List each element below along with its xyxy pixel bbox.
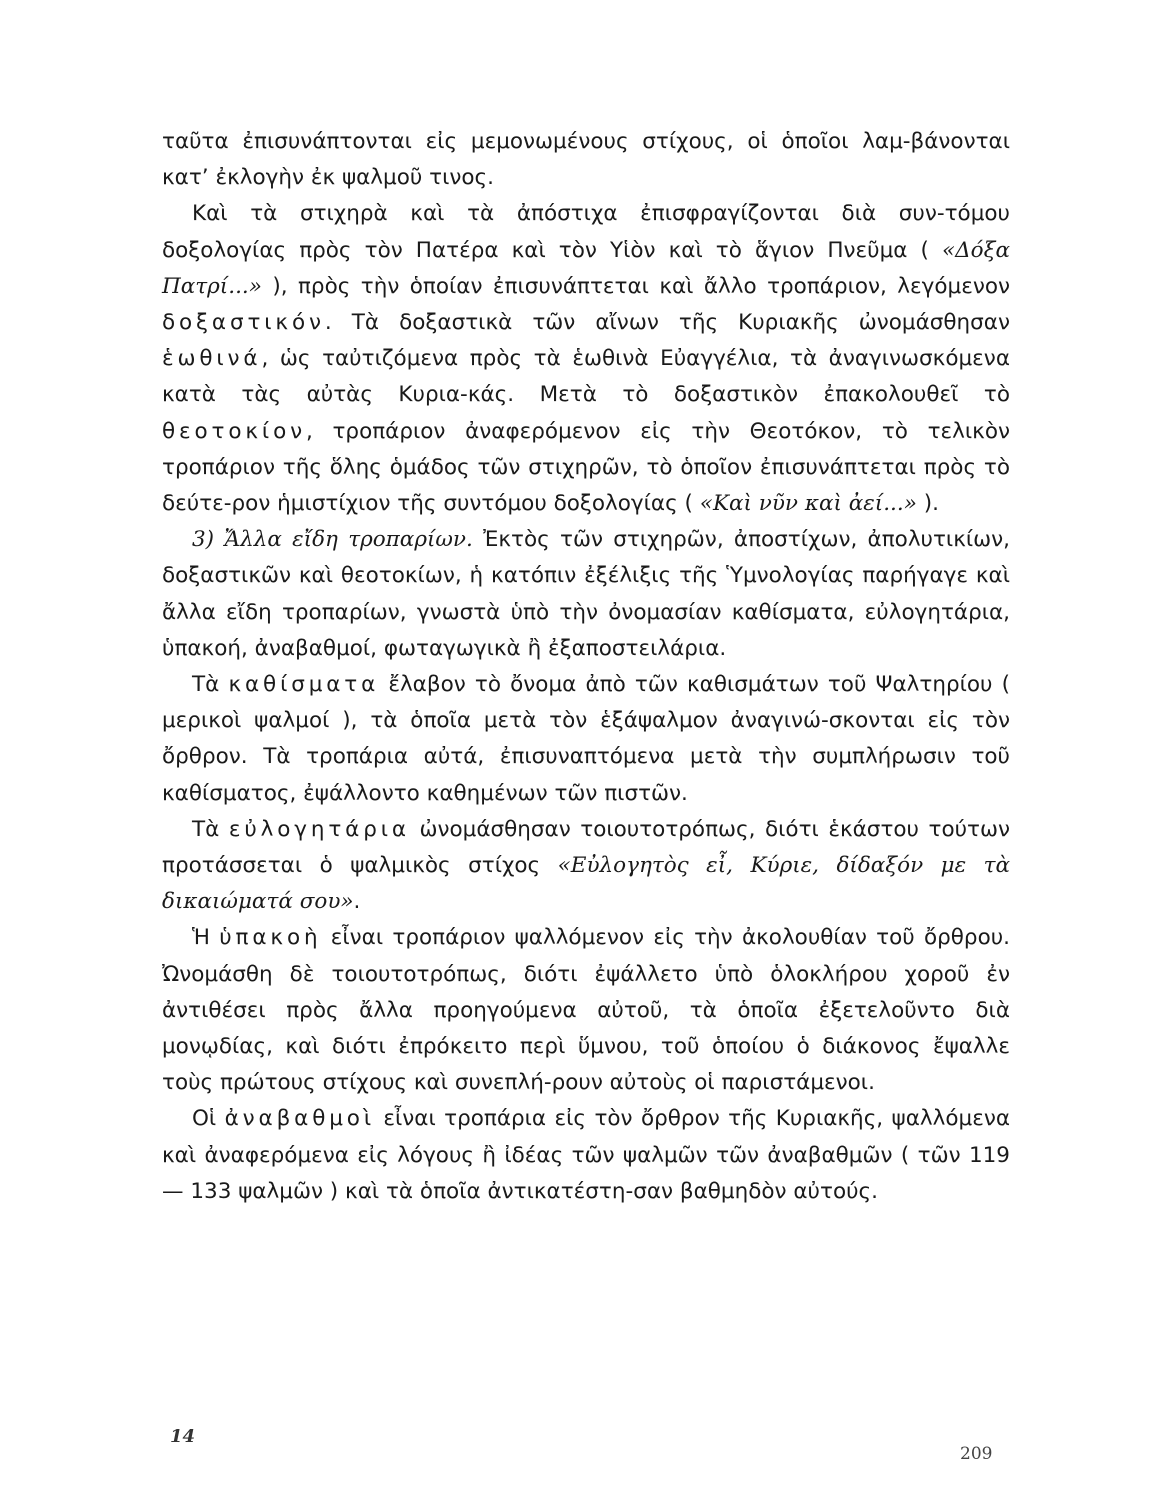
text-run: Ἡ <box>192 925 220 951</box>
quotation-evlogitos: «Εὐλογητὸς εἶ, Κύριε, δίδαξόν με τὰ δικαιώματά σου» <box>162 853 1010 915</box>
text-run: ταῦτα ἐπισυνάπτονται εἰς μεμονωμένους στίχους, οἱ ὁποῖοι λαμ-βάνονται κατ’ ἐκλογὴν ἐκ ψαλμοῦ τινος. <box>162 129 1010 191</box>
text-run: εἶναι τροπάρια εἰς τὸν ὄρθρον τῆς Κυριακῆς, ψαλλόμενα καὶ ἀναφερόμενα εἰς λόγους ἢ ἰδέας τῶν ψαλμῶν τῶν ἀναβαθμῶν ( τῶν 119 — 133 ψαλμῶν ) καὶ τὰ ὁποῖα ἀντικατέστη-σαν βαθμηδὸν αὐτούς. <box>162 1106 1010 1204</box>
paragraph-6 <box>162 920 1010 1101</box>
term-ypakoi: ὑπακοὴ <box>219 925 322 951</box>
term-doxastikon: δοξαστικόν <box>162 310 325 336</box>
page-number: 209 <box>960 1444 993 1464</box>
signature-mark: 14 <box>170 1426 196 1447</box>
paragraph-3 <box>162 522 1010 667</box>
text-run: Τὰ <box>192 672 229 698</box>
text-run: εἶναι τροπάριον ψαλλόμενον εἰς τὴν ἀκολουθίαν τοῦ ὄρθρου. Ὠνομάσθη δὲ τοιουτοτρόπως, διότι ἐψάλλετο ὑπὸ ὁλοκλήρου χοροῦ ἐν ἀντιθέσει πρὸς ἄλλα προηγούμενα αὐτοῦ, τὰ ὁποῖα ἐξετελοῦντο διὰ μονῳδίας, καὶ διότι ἐπρόκειτο περὶ ὕμνου, τοῦ ὁποίου ὁ διάκονος ἔψαλλε τοὺς πρώτους στίχους καὶ συνεπλή-ρουν αὐτοὺς οἱ παριστάμενοι. <box>162 925 1011 1096</box>
paragraph-2 <box>162 196 1010 522</box>
paragraph-5 <box>162 812 1010 921</box>
paragraph-7 <box>162 1101 1010 1210</box>
text-run: Οἱ <box>192 1106 225 1132</box>
text-run: Ἐκτὸς τῶν στιχηρῶν, ἀποστίχων, ἀπολυτικίων, δοξαστικῶν καὶ θεοτοκίων, ἡ κατόπιν ἐξέλιξις τῆς Ὑμνολογίας παρήγαγε καὶ ἄλλα εἴδη τροπαρίων, γνωστὰ ὑπὸ τὴν ὀνομασίαν καθίσματα, εὐλογητάρια, ὑπακοή, ἀναβαθμοί, φωταγωγικὰ ἢ ἐξαποστειλάρια. <box>162 527 1011 661</box>
text-run: Τὰ <box>192 816 229 842</box>
quotation-kai-nyn: «Καὶ νῦν καὶ ἀεί...» <box>699 491 917 517</box>
quotation-doxa: «Δόξα Πατρί...» <box>162 237 1010 299</box>
term-eothina: ἑωθινά <box>162 346 262 372</box>
text-run: Καὶ τὰ στιχηρὰ καὶ τὰ ἀπόστιχα ἐπισφραγίζονται διὰ συν-τόμου δοξολογίας πρὸς τὸν Πατέρα καὶ τὸν Υἱὸν καὶ τὸ ἅγιον Πνεῦμα ( <box>162 201 1010 263</box>
text-run: , τροπάριον ἀναφερόμενον εἰς τὴν Θεοτόκον, τὸ τελικὸν τροπάριον τῆς ὅλης ὁμάδος τῶν στιχηρῶν, τὸ ὁποῖον ἐπισυνάπτεται πρὸς τὸ δεύτε-ρον ἡμιστίχιον τῆς συντόμου δοξολογίας ( <box>162 418 1010 517</box>
term-theotokion: θεοτοκίον <box>162 418 306 444</box>
body-text <box>162 124 1010 1210</box>
text-run: ὠνομάσθησαν τοιουτοτρόπως, διότι ἑκάστου τούτων προτάσσεται ὁ ψαλμικὸς στίχος <box>162 816 1011 879</box>
paragraph-4 <box>162 667 1010 812</box>
text-run: . Τὰ δοξαστικὰ τῶν αἴνων τῆς Κυριακῆς ὠνομάσθησαν <box>324 310 1010 336</box>
text-run: ἔλαβον τὸ ὄνομα ἀπὸ τῶν καθισμάτων τοῦ Ψαλτηρίου ( μερικοὶ ψαλμοί ), τὰ ὁποῖα μετὰ τὸν ἑξάψαλμον ἀναγινώ-σκονται εἰς τὸν ὄρθρον. Τὰ τροπάρια αὐτά, ἐπισυναπτόμενα μετὰ τὴν συμπλήρωσιν τοῦ καθίσματος, ἐψάλλοντο καθημένων τῶν πιστῶν. <box>162 672 1011 806</box>
text-run: . <box>353 889 361 915</box>
text-run: ), πρὸς τὴν ὁποίαν ἐπισυνάπτεται καὶ ἄλλο τροπάριον, λεγόμενον <box>261 273 1010 299</box>
paragraph-1 <box>162 124 1010 196</box>
text-run: ). <box>916 491 939 517</box>
term-anavathmoi: ἀναβαθμοὶ <box>224 1106 375 1132</box>
section-heading: 3) Ἄλλα εἴδη τροπαρίων. <box>192 527 473 553</box>
term-kathismata: καθίσματα <box>228 672 380 698</box>
text-run: , ὡς ταὐτιζόμενα πρὸς τὰ ἑωθινὰ Εὐαγγέλια, τὰ ἀναγινωσκόμενα κατὰ τὰς αὐτὰς Κυρια-κάς. Μετὰ τὸ δοξαστικὸν ἐπακολουθεῖ τὸ <box>162 346 1010 408</box>
term-evlogitaria: εὐλογητάρια <box>228 816 410 842</box>
